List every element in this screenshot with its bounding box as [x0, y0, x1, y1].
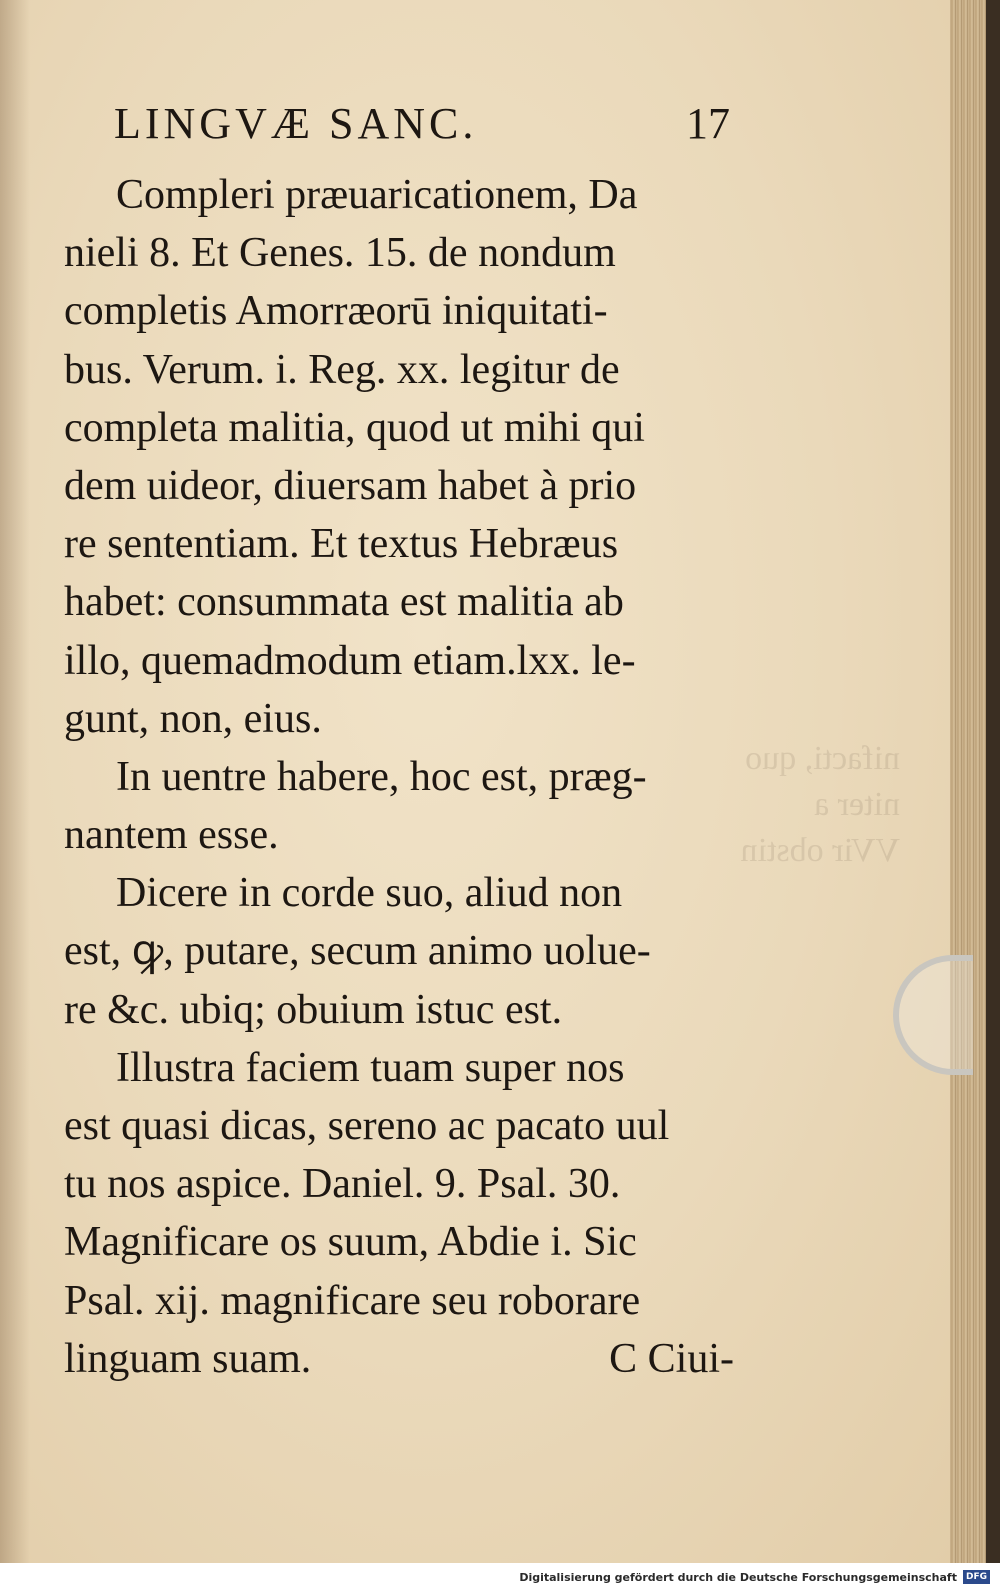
- spine-shadow: [0, 0, 30, 1563]
- page-edges: [950, 0, 1000, 1563]
- text-line: nieli 8. Et Genes. 15. de nondum: [64, 230, 616, 277]
- text-line: re sententiam. Et textus Hebræus: [64, 521, 619, 568]
- text-line: est quasi dicas, sereno ac pacato uul: [64, 1103, 670, 1149]
- text-line: completa malitia, quod ut mihi qui: [64, 404, 645, 451]
- digitization-footer: [0, 1563, 1000, 1591]
- text-line: est, ꝙ, putare, secum animo uolue-: [64, 928, 651, 975]
- show-through-from-verso: nifacti, quo niter a VVir obstin: [740, 740, 900, 869]
- text-line: gunt, non, eius.: [64, 695, 322, 742]
- page-number: 17: [686, 99, 730, 148]
- text-line: Magnificare os suum, Abdie i. Sic: [64, 1219, 637, 1266]
- text-line: Dicere in corde suo, aliud non: [116, 870, 623, 917]
- text-line: dem uideor, diuersam habet à prio: [64, 462, 637, 509]
- text-line: tu nos aspice. Daniel. 9. Psal. 30.: [64, 1161, 621, 1208]
- text-line: Compleri præuaricationem, Da: [116, 172, 638, 218]
- text-line: habet: consummata est malitia ab: [64, 579, 624, 626]
- running-title: LINGVÆ SANC.: [114, 99, 478, 148]
- text-line: re &c. ubiq; obuium istuc est.: [64, 986, 563, 1033]
- funding-credit: Digitalisierung gefördert durch die Deutsche Forschungsgemeinschaft: [519, 1570, 957, 1584]
- text-line: completis Amorræorū iniquitati-: [64, 288, 608, 335]
- text-line: illo, quemadmodum etiam.lxx. le-: [64, 637, 636, 684]
- text-line: linguam suam.: [64, 1335, 312, 1382]
- text-line: nantem esse.: [64, 812, 279, 859]
- catchword: C Ciui-: [609, 1335, 734, 1382]
- text-block: [64, 98, 734, 1388]
- last-text-line: [64, 1330, 734, 1388]
- page-header: [64, 98, 734, 166]
- dfg-logo: DFG: [963, 1570, 990, 1584]
- text-line: In uentre habere, hoc est, præg-: [116, 753, 647, 800]
- text-line: bus. Verum. i. Reg. xx. legitur de: [64, 346, 620, 393]
- text-line: Illustra faciem tuam super nos: [116, 1044, 625, 1091]
- text-line: Psal. xij. magnificare seu roborare: [64, 1277, 641, 1324]
